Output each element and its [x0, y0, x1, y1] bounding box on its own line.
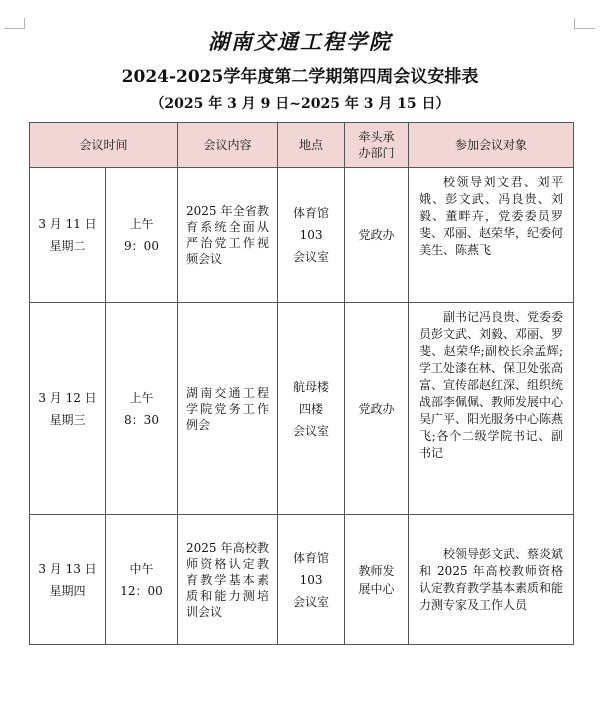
table-row [30, 168, 574, 303]
meeting-date: 3 月 13 日 星期四 [30, 515, 106, 645]
meeting-department: 党政办 [345, 168, 409, 303]
meeting-location: 体育馆 103 会议室 [278, 515, 345, 645]
meeting-date: 3 月 12 日 星期三 [30, 303, 106, 515]
table-row [30, 303, 574, 515]
meeting-time: 上午 9：00 [106, 168, 178, 303]
table-row [30, 515, 574, 645]
meeting-attendees: 校领导刘文君、刘平娥、彭文武、冯良贵、刘毅、董畔卉，党委委员罗斐、邓丽、赵荣华，纪委何美生、陈燕飞 [409, 168, 574, 303]
meeting-schedule-table [29, 122, 574, 645]
header-row [30, 123, 574, 168]
page-title: 2024-2025学年度第二学期第四周会议安排表 [121, 67, 479, 87]
col-header-time: 会议时间 [30, 123, 178, 168]
meeting-department: 教师发展中心 [345, 515, 409, 645]
meeting-content: 2025 年高校教师资格认定教育教学基本素质和能力测培训会议 [178, 515, 278, 645]
meeting-location: 航母楼 四楼 会议室 [278, 303, 345, 515]
date-range: （2025 年 3 月 9 日~2025 年 3 月 15 日） [150, 96, 450, 112]
meeting-department: 党政办 [345, 303, 409, 515]
meeting-attendees: 校领导彭文武、蔡炎斌和 2025 年高校教师资格认定教育教学基本素质和能力测专家及工作人员 [409, 515, 574, 645]
col-header-department: 牵头承办部门 [345, 123, 409, 168]
meeting-time: 中午 12：00 [106, 515, 178, 645]
meeting-attendees: 副书记冯良贵、党委委员彭文武、刘毅、邓丽、罗斐、赵荣华;副校长余孟辉;学工处漆在林、保卫处张高富、宣传部赵红深、组织统战部李佩佩、教师发展中心吴广平、阳光服务中心陈燕飞;各个二级学院书记、副书记 [409, 303, 574, 515]
meeting-location: 体育馆 103 会议室 [278, 168, 345, 303]
meeting-content: 2025 年全省教育系统全面从严治党工作视频会议 [178, 168, 278, 303]
meeting-time: 上午 8：30 [106, 303, 178, 515]
meeting-date: 3 月 11 日 星期二 [30, 168, 106, 303]
meeting-content: 湖南交通工程学院党务工作例会 [178, 303, 278, 515]
school-name: 湖南交通工程学院 [208, 29, 392, 54]
col-header-attendees: 参加会议对象 [409, 123, 574, 168]
col-header-location: 地点 [278, 123, 345, 168]
col-header-content: 会议内容 [178, 123, 278, 168]
